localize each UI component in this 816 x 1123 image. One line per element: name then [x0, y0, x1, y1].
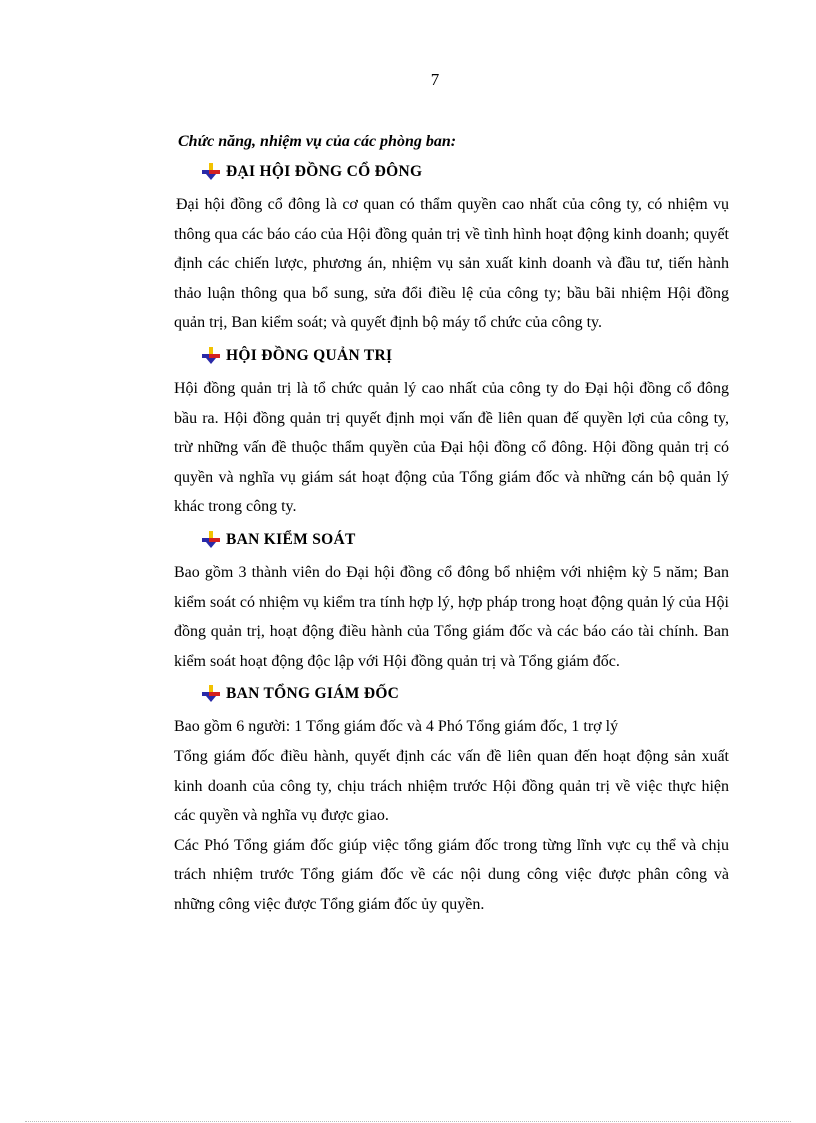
paragraph — [174, 712, 729, 742]
paragraph-text: Hội đồng quản trị là tổ chức quản lý cao nhất của công ty do Đại hội đồng cổ đông bầu ra. Hội đồng quản trị quyết định mọi vấn đề liên quan đế quyền lợi của công ty, trừ những vấn đề thuộc thẩm quyền của Đại hội đồng cổ đông. Hội đồng quản trị có quyền và nghĩa vụ giám sát hoạt động của Tổng giám đốc và những cán bộ quản lý khác trong công ty. — [174, 379, 729, 516]
section-ban-tong-giam-doc — [174, 682, 729, 919]
section-heading-text: ĐẠI HỘI ĐỒNG CỔ ĐÔNG — [226, 163, 423, 180]
section-heading-text: BAN TỔNG GIÁM ĐỐC — [226, 685, 400, 703]
page-bottom-rule — [25, 1121, 791, 1122]
bullet-arrow-icon — [202, 685, 220, 703]
paragraph-text: Đại hội đồng cổ đông là cơ quan có thẩm quyền cao nhất của công ty, có nhiệm vụ thông qua các báo cáo của Hội đồng quản trị về tình hình hoạt động kinh doanh; quyết định các chiến lược, phương án, nhiệm vụ sản xuất kinh doanh và đầu tư, tiến hành thảo luận thông qua bổ sung, sửa đổi điều lệ của công ty; bầu bãi nhiệm Hội đồng quản trị, Ban kiểm soát; và quyết định bộ máy tổ chức của công ty. — [174, 196, 729, 332]
section-heading — [202, 682, 729, 706]
section-heading-text: BAN KIỂM SOÁT — [226, 530, 356, 548]
section-ban-kiem-soat — [174, 528, 729, 676]
section-heading — [202, 344, 729, 368]
paragraph — [174, 374, 729, 522]
paragraph-text: Bao gồm 6 người: 1 Tổng giám đốc và 4 Phó Tổng giám đốc, 1 trợ lý — [174, 718, 619, 736]
section-hoi-dong-quan-tri — [174, 344, 729, 522]
section-dai-hoi-dong-co-dong — [174, 160, 729, 338]
paragraph-text: Bao gồm 3 thành viên do Đại hội đồng cổ đông bổ nhiệm với nhiệm kỳ 5 năm; Ban kiểm soát có nhiệm vụ kiểm tra tính hợp lý, hợp pháp trong hoạt động quản lý của Hội đồng quản trị, hoạt động điều hành của Tổng giám đốc và các báo cáo tài chính. Ban kiểm soát hoạt động độc lập với Hội đồng quản trị và Tổng giám đốc. — [174, 563, 729, 670]
document-body — [174, 130, 729, 925]
paragraph-text: Tổng giám đốc điều hành, quyết định các vấn đề liên quan đến hoạt động sản xuất kinh doanh của công ty, chịu trách nhiệm trước Hội đồng quản trị về việc thực hiện các quyền và nghĩa vụ được giao. — [174, 747, 729, 825]
section-heading — [202, 160, 729, 184]
paragraph — [174, 558, 729, 676]
paragraph-text: Các Phó Tổng giám đốc giúp việc tổng giám đốc trong từng lĩnh vực cụ thể và chịu trách nhiệm trước Tổng giám đốc về các nội dung công việc được phân công và những công việc được Tổng giám đốc ủy quyền. — [174, 836, 729, 913]
bullet-arrow-icon — [202, 531, 220, 549]
section-heading — [202, 528, 729, 552]
section-intro: Chức năng, nhiệm vụ của các phòng ban: — [178, 133, 457, 150]
section-heading-text: HỘI ĐỒNG QUẢN TRỊ — [226, 346, 393, 364]
paragraph — [174, 742, 729, 831]
bullet-arrow-icon — [202, 163, 220, 181]
paragraph — [174, 831, 729, 920]
page-number: 7 — [430, 70, 440, 89]
paragraph — [174, 190, 729, 338]
bullet-arrow-icon — [202, 347, 220, 365]
